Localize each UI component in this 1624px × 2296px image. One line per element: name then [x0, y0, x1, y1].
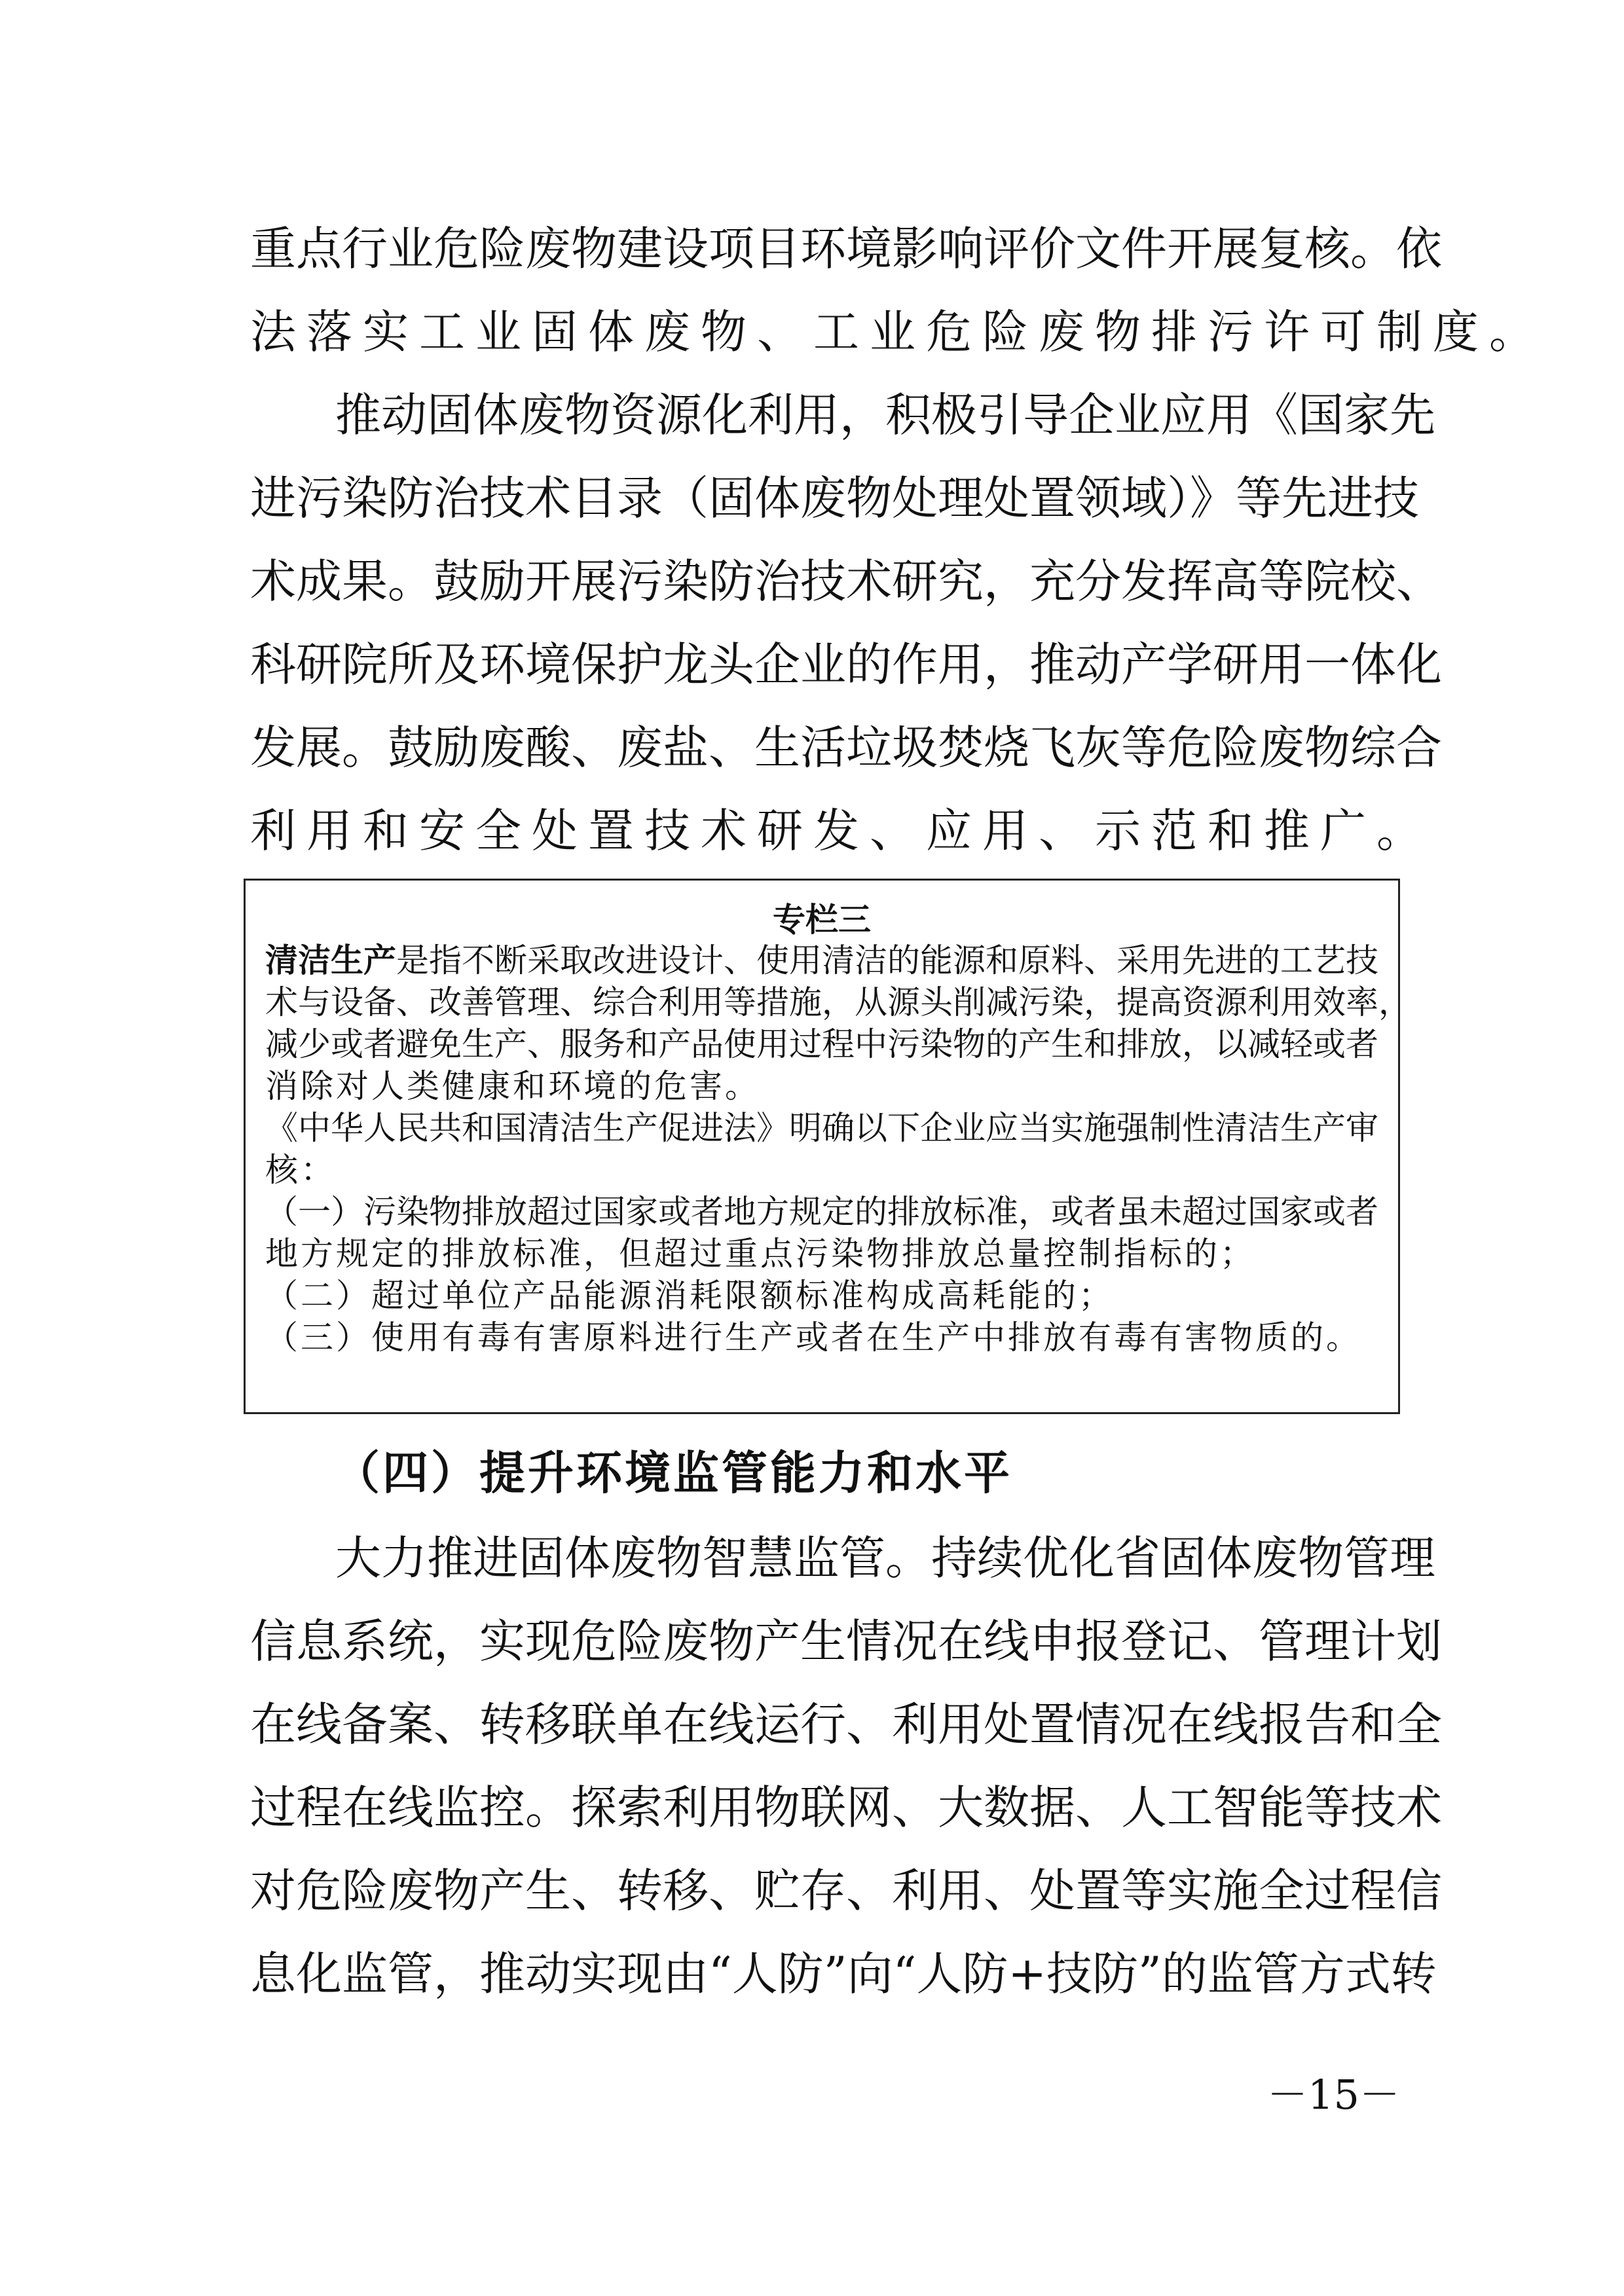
body-text-line: 信息系统，实现危险废物产生情况在线申报登记、管理计划	[250, 1614, 1442, 1668]
box-line: 地方规定的排放标准，但超过重点污染物排放总量控制指标的；	[265, 1235, 1255, 1273]
section-heading: （四）提升环境监管能力和水平	[334, 1446, 1012, 1500]
box-term: 清洁生产	[265, 941, 396, 979]
body-text-line: 重点行业危险废物建设项目环境影响评价文件开展复核。依	[250, 222, 1442, 276]
body-text-line: 对危险废物产生、转移、贮存、利用、处置等实施全过程信	[250, 1864, 1442, 1918]
body-text-line: 息化监管，推动实现由“人防”向“人防+技防”的监管方式转	[250, 1947, 1437, 2001]
body-text-line: 大力推进固体废物智慧监管。持续优化省固体废物管理	[335, 1531, 1435, 1585]
body-text-line: 过程在线监控。探索利用物联网、大数据、人工智能等技术	[250, 1781, 1442, 1834]
box-line: （三）使用有毒有害原料进行生产或者在生产中排放有毒有害物质的。	[265, 1319, 1361, 1357]
box-line: 术与设备、改善管理、综合利用等措施，从源头削减污染，提高资源利用效率，	[265, 983, 1411, 1021]
body-text-line: 法落实工业固体废物、工业危险废物排污许可制度。	[250, 305, 1545, 359]
body-text-line: 进污染防治技术目录（固体废物处理处置领域）》等先进技	[250, 471, 1419, 525]
body-text-line: 发展。鼓励废酸、废盐、生活垃圾焚烧飞灰等危险废物综合	[250, 721, 1442, 774]
box-line: （二）超过单位产品能源消耗限额标准构成高耗能的；	[265, 1277, 1114, 1315]
box-line	[265, 939, 1378, 981]
box-line: 核：	[265, 1151, 336, 1189]
box-line: （一）污染物排放超过国家或者地方规定的排放标准，或者虽未超过国家或者	[265, 1193, 1378, 1231]
box-title: 专栏三	[773, 900, 871, 939]
box-line: 《中华人民共和国清洁生产促进法》明确以下企业应当实施强制性清洁生产审	[265, 1109, 1378, 1147]
body-text-line: 术成果。鼓励开展污染防治技术研究，充分发挥高等院校、	[250, 555, 1442, 608]
body-text-line: 科研院所及环境保护龙头企业的作用，推动产学研用一体化	[250, 638, 1442, 691]
page-number: －15－	[1267, 2071, 1400, 2119]
body-text-line: 利用和安全处置技术研发、应用、示范和推广。	[250, 804, 1433, 858]
body-text-line: 推动固体废物资源化利用，积极引导企业应用《国家先	[335, 388, 1435, 442]
sidebar-box	[244, 879, 1411, 1414]
box-line-text: 是指不断采取改进设计、使用清洁的能源和原料、采用先进的工艺技	[396, 941, 1378, 979]
box-line: 减少或者避免生产、服务和产品使用过程中污染物的产生和排放，以减轻或者	[265, 1025, 1378, 1063]
box-line: 消除对人类健康和环境的危害。	[265, 1067, 760, 1105]
body-text-line: 在线备案、转移联单在线运行、利用处置情况在线报告和全	[250, 1698, 1442, 1751]
